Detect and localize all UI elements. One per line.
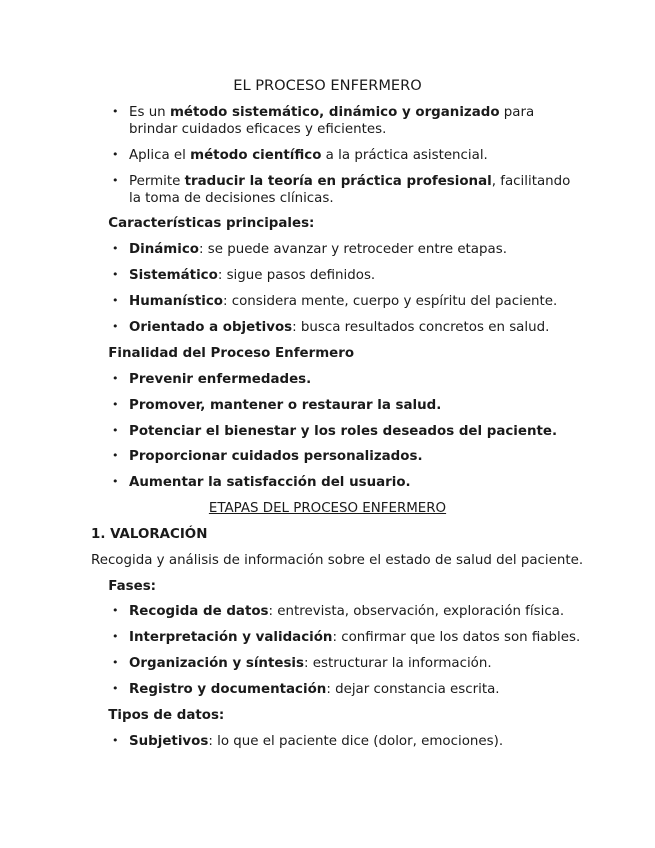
bullet-icon: • <box>112 174 119 187</box>
bullet-icon: • <box>112 105 119 118</box>
bullet-icon: • <box>112 630 119 643</box>
bullet-icon: • <box>112 242 119 255</box>
characteristics-heading: Características principales: <box>108 216 315 231</box>
bullet-icon: • <box>112 604 119 617</box>
data-types-heading: Tipos de datos: <box>108 708 225 723</box>
valoracion-description: Recogida y análisis de información sobre el estado de salud del paciente. <box>91 553 584 568</box>
bullet-icon: • <box>112 148 119 161</box>
bullet-icon: • <box>112 268 119 281</box>
bullet-icon: • <box>112 398 119 411</box>
bullet-icon: • <box>112 320 119 333</box>
document-page: EL PROCESO ENFERMERO • Es un método sistemático, dinámico y organizado para brindar cuidados eficaces y eficientes. • Aplica el método científico a la práctica asistencial. • Permite traducir la teoría en práctica profesional, facilitando la toma de decisiones clínicas. Características principales: • Dinámico: se puede avanzar y retroceder entre etapas. • Sistemático: sigue pasos definidos. • Humanístico: considera mente, cuerpo y espíritu del paciente. • Orientado a objetivos: busca resultados concretos en salud. Finalidad del Proceso Enfermero • Prevenir enfermedades. • Promover, mantener o restaurar la salud. • Potenciar el bienestar y los roles deseados del paciente. • Proporcionar cuidados personalizados. • Aumentar la satisfacción del usuario. ETAPAS DEL PROCESO ENFERMERO 1. VALORACIÓN Recogida y análisis de información sobre el estado de salud del paciente. Fases: • Recogida de datos: entrevista, observación, exploración física. • Interpretación y validación: confirmar que los datos son fiables. • Organización y síntesis: estructurar la información. • Registro y documentación: dejar constancia escrita. Tipos de datos: • Subjetivos: lo que el paciente dice (dolor, emociones). <box>0 0 655 848</box>
bullet-icon: • <box>112 682 119 695</box>
bullet-icon: • <box>112 656 119 669</box>
bullet-icon: • <box>112 449 119 462</box>
document-title: EL PROCESO ENFERMERO <box>233 77 422 94</box>
bullet-icon: • <box>112 424 119 437</box>
stages-title: ETAPAS DEL PROCESO ENFERMERO <box>208 501 447 516</box>
purpose-heading: Finalidad del Proceso Enfermero <box>108 346 355 361</box>
phases-heading: Fases: <box>108 579 157 594</box>
bullet-icon: • <box>112 372 119 385</box>
bullet-icon: • <box>112 734 119 747</box>
bullet-icon: • <box>112 294 119 307</box>
valoracion-heading: 1. VALORACIÓN <box>91 527 208 542</box>
bullet-icon: • <box>112 475 119 488</box>
